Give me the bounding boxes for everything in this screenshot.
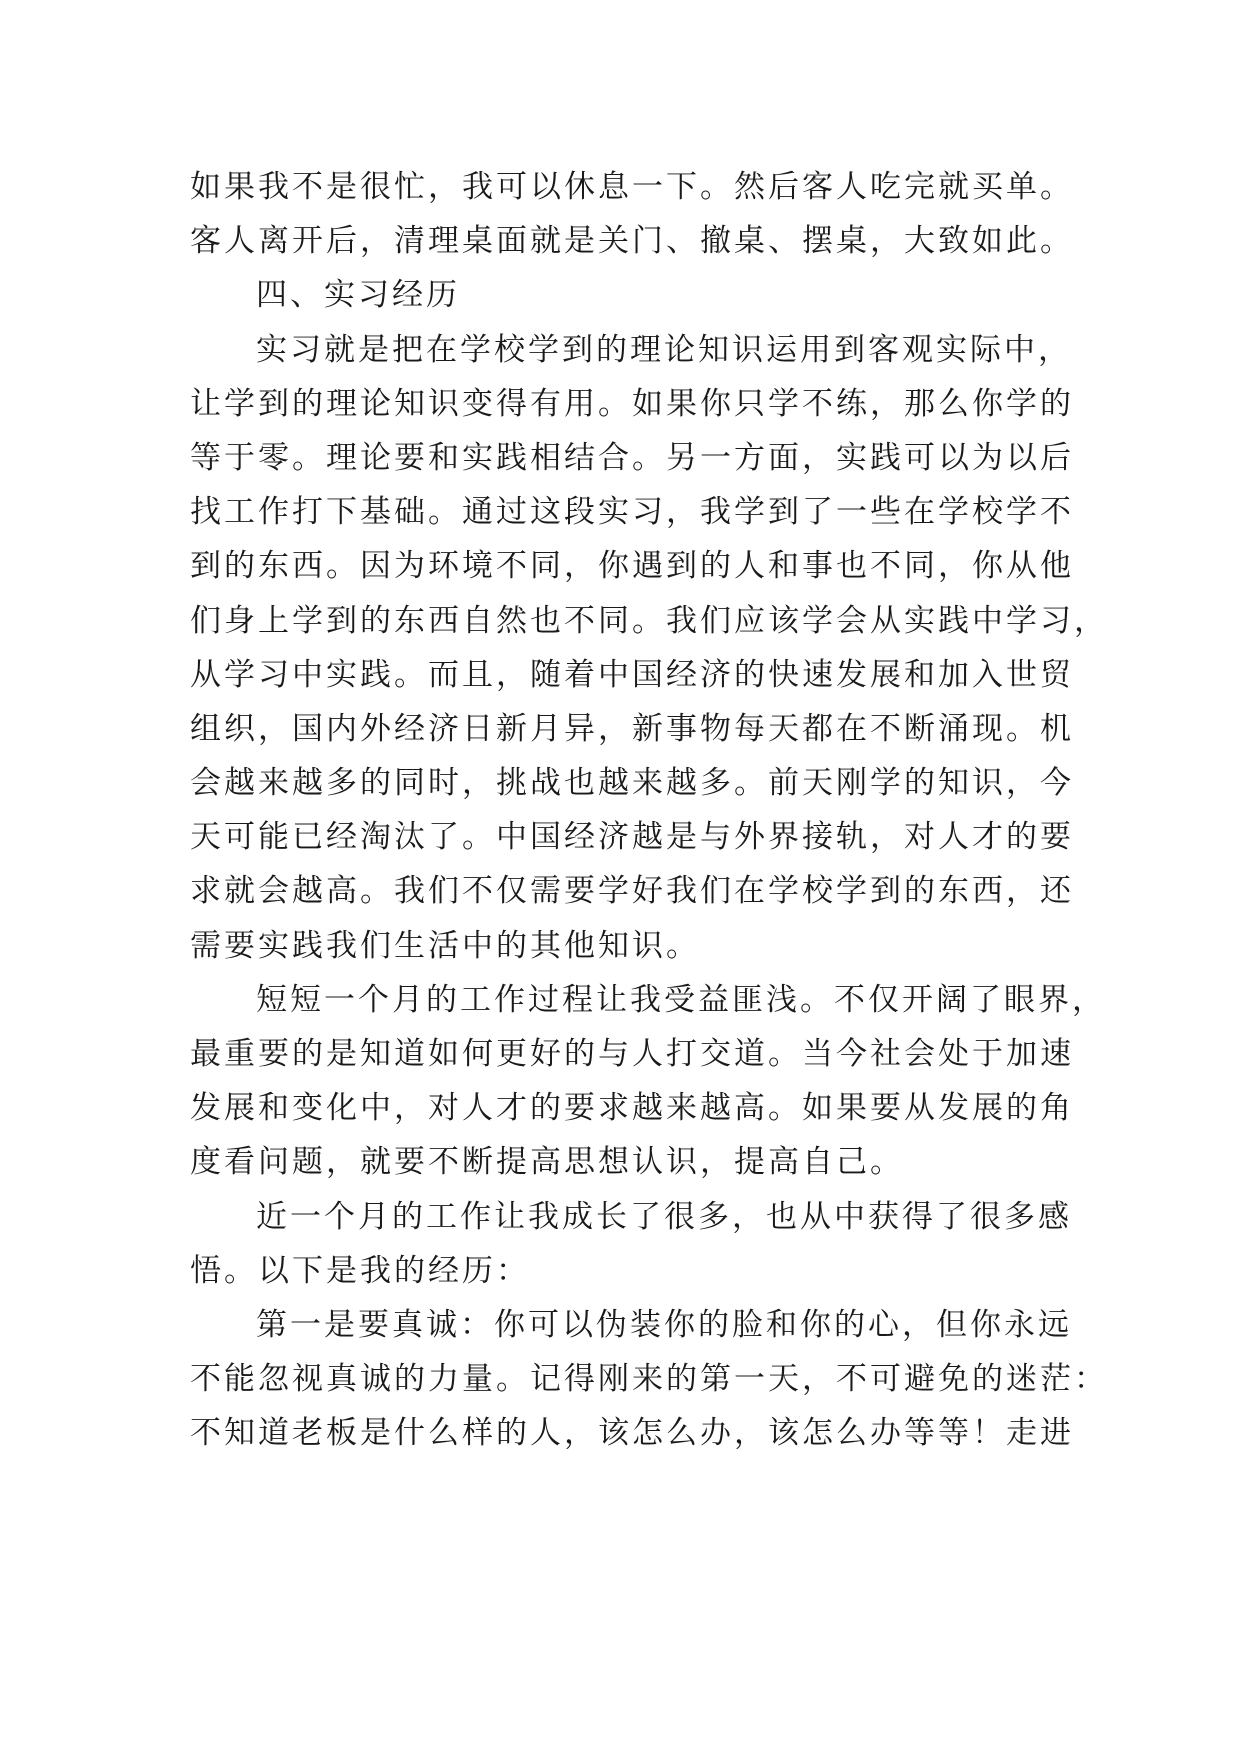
text-line: 从学习中实践。而且，随着中国经济的快速发展和加入世贸 bbox=[190, 656, 1074, 693]
text-line: 发展和变化中，对人才的要求越来越高。如果要从发展的角 bbox=[190, 1090, 1074, 1127]
text-line: 不能忽视真诚的力量。记得刚来的第一天，不可避免的迷茫： bbox=[190, 1361, 1108, 1398]
text-line: 会越来越多的同时，挑战也越来越多。前天刚学的知识，今 bbox=[190, 765, 1074, 802]
paragraph-first-line: 第一是要真诚：你可以伪装你的脸和你的心，但你永远 bbox=[256, 1306, 1072, 1343]
text-line: 们身上学到的东西自然也不同。我们应该学会从实践中学习， bbox=[190, 602, 1108, 639]
paragraph-first-line: 短短一个月的工作过程让我受益匪浅。不仅开阔了眼界， bbox=[256, 981, 1106, 1018]
text-line: 到的东西。因为环境不同，你遇到的人和事也不同，你从他 bbox=[190, 548, 1074, 585]
text-line: 度看问题，就要不断提高思想认识，提高自己。 bbox=[190, 1144, 904, 1181]
paragraph-first-line: 实习就是把在学校学到的理论知识运用到客观实际中， bbox=[256, 331, 1072, 368]
text-line: 找工作打下基础。通过这段实习，我学到了一些在学校学不 bbox=[190, 494, 1074, 531]
text-line: 悟。以下是我的经历： bbox=[190, 1252, 530, 1289]
text-line: 等于零。理论要和实践相结合。另一方面，实践可以为以后 bbox=[190, 439, 1074, 476]
text-line: 不知道老板是什么样的人，该怎么办，该怎么办等等！走进 bbox=[190, 1415, 1074, 1452]
text-line: 需要实践我们生活中的其他知识。 bbox=[190, 927, 700, 964]
paragraph-first-line: 近一个月的工作让我成长了很多，也从中获得了很多感 bbox=[256, 1198, 1072, 1235]
document-body bbox=[190, 160, 1108, 1461]
text-line: 让学到的理论知识变得有用。如果你只学不练，那么你学的 bbox=[190, 385, 1074, 422]
text-line: 求就会越高。我们不仅需要学好我们在学校学到的东西，还 bbox=[190, 873, 1074, 910]
text-line: 最重要的是知道如何更好的与人打交道。当今社会处于加速 bbox=[190, 1036, 1074, 1072]
text-line: 如果我不是很忙，我可以休息一下。然后客人吃完就买单。 bbox=[190, 169, 1074, 205]
text-line: 组织，国内外经济日新月异，新事物每天都在不断涌现。机 bbox=[190, 710, 1074, 747]
text-line: 天可能已经淘汰了。中国经济越是与外界接轨，对人才的要 bbox=[190, 819, 1074, 856]
section-heading: 四、实习经历 bbox=[256, 277, 460, 314]
text-line: 客人离开后，清理桌面就是关门、撤桌、摆桌，大致如此。 bbox=[190, 223, 1074, 260]
